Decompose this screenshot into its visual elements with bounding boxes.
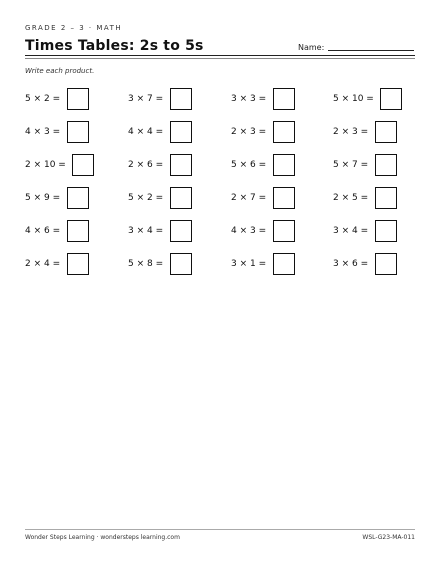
problem-equation: 2 × 4 = xyxy=(25,259,61,269)
problem-item xyxy=(333,87,402,111)
problem-item xyxy=(25,186,89,210)
problem-equation: 2 × 10 = xyxy=(25,160,66,170)
problem-item xyxy=(333,120,397,144)
answer-box[interactable] xyxy=(67,88,89,110)
answer-box[interactable] xyxy=(273,253,295,275)
problem-equation: 2 × 3 = xyxy=(333,127,369,137)
problem-item xyxy=(128,219,192,243)
problem-equation: 5 × 2 = xyxy=(128,193,164,203)
problem-equation: 3 × 4 = xyxy=(128,226,164,236)
answer-box[interactable] xyxy=(170,154,192,176)
problem-equation: 3 × 1 = xyxy=(231,259,267,269)
answer-box[interactable] xyxy=(273,187,295,209)
answer-box[interactable] xyxy=(67,121,89,143)
problem-item xyxy=(128,252,192,276)
answer-box[interactable] xyxy=(273,220,295,242)
header-rule xyxy=(25,55,415,56)
answer-box[interactable] xyxy=(170,88,192,110)
problem-equation: 5 × 8 = xyxy=(128,259,164,269)
problem-item xyxy=(25,87,89,111)
problem-equation: 4 × 3 = xyxy=(25,127,61,137)
problem-equation: 5 × 2 = xyxy=(25,94,61,104)
problem-item xyxy=(128,87,192,111)
answer-box[interactable] xyxy=(273,88,295,110)
problem-equation: 3 × 3 = xyxy=(231,94,267,104)
problem-equation: 5 × 7 = xyxy=(333,160,369,170)
problem-item xyxy=(25,153,94,177)
problem-equation: 4 × 3 = xyxy=(231,226,267,236)
instruction-text: Write each product. xyxy=(25,67,95,75)
answer-box[interactable] xyxy=(375,187,397,209)
problem-item xyxy=(128,186,192,210)
answer-box[interactable] xyxy=(67,187,89,209)
problem-equation: 5 × 6 = xyxy=(231,160,267,170)
footer-publisher: Wonder Steps Learning · wondersteps learning.com xyxy=(25,534,180,541)
name-field-line[interactable] xyxy=(328,50,414,51)
problem-item xyxy=(25,120,89,144)
footer-rule xyxy=(25,529,415,530)
problem-equation: 3 × 4 = xyxy=(333,226,369,236)
name-label: Name: xyxy=(298,43,325,52)
problem-item xyxy=(333,186,397,210)
problem-equation: 5 × 9 = xyxy=(25,193,61,203)
answer-box[interactable] xyxy=(380,88,402,110)
problem-item xyxy=(128,120,192,144)
problem-item xyxy=(231,186,295,210)
problem-equation: 3 × 7 = xyxy=(128,94,164,104)
answer-box[interactable] xyxy=(170,220,192,242)
problem-equation: 5 × 10 = xyxy=(333,94,374,104)
problem-equation: 4 × 4 = xyxy=(128,127,164,137)
answer-box[interactable] xyxy=(273,121,295,143)
answer-box[interactable] xyxy=(375,253,397,275)
problem-equation: 2 × 5 = xyxy=(333,193,369,203)
problem-item xyxy=(333,252,397,276)
answer-box[interactable] xyxy=(375,220,397,242)
answer-box[interactable] xyxy=(170,187,192,209)
problem-item xyxy=(128,153,192,177)
problem-item xyxy=(333,153,397,177)
header-rule-thin xyxy=(25,58,415,59)
answer-box[interactable] xyxy=(67,220,89,242)
problem-item xyxy=(25,219,89,243)
problem-equation: 2 × 6 = xyxy=(128,160,164,170)
answer-box[interactable] xyxy=(67,253,89,275)
answer-box[interactable] xyxy=(170,253,192,275)
problem-item xyxy=(231,252,295,276)
answer-box[interactable] xyxy=(273,154,295,176)
problem-equation: 4 × 6 = xyxy=(25,226,61,236)
problem-item xyxy=(333,219,397,243)
answer-box[interactable] xyxy=(170,121,192,143)
answer-box[interactable] xyxy=(375,121,397,143)
answer-box[interactable] xyxy=(72,154,94,176)
problem-equation: 2 × 7 = xyxy=(231,193,267,203)
problem-item xyxy=(231,153,295,177)
problem-equation: 2 × 3 = xyxy=(231,127,267,137)
problem-item xyxy=(231,120,295,144)
answer-box[interactable] xyxy=(375,154,397,176)
footer-code: WSL-G23-MA-011 xyxy=(362,534,415,541)
problem-item xyxy=(25,252,89,276)
problem-item xyxy=(231,87,295,111)
page-title: Times Tables: 2s to 5s xyxy=(25,38,204,54)
problem-item xyxy=(231,219,295,243)
problem-equation: 3 × 6 = xyxy=(333,259,369,269)
grade-label: GRADE 2 – 3 · MATH xyxy=(25,24,123,32)
